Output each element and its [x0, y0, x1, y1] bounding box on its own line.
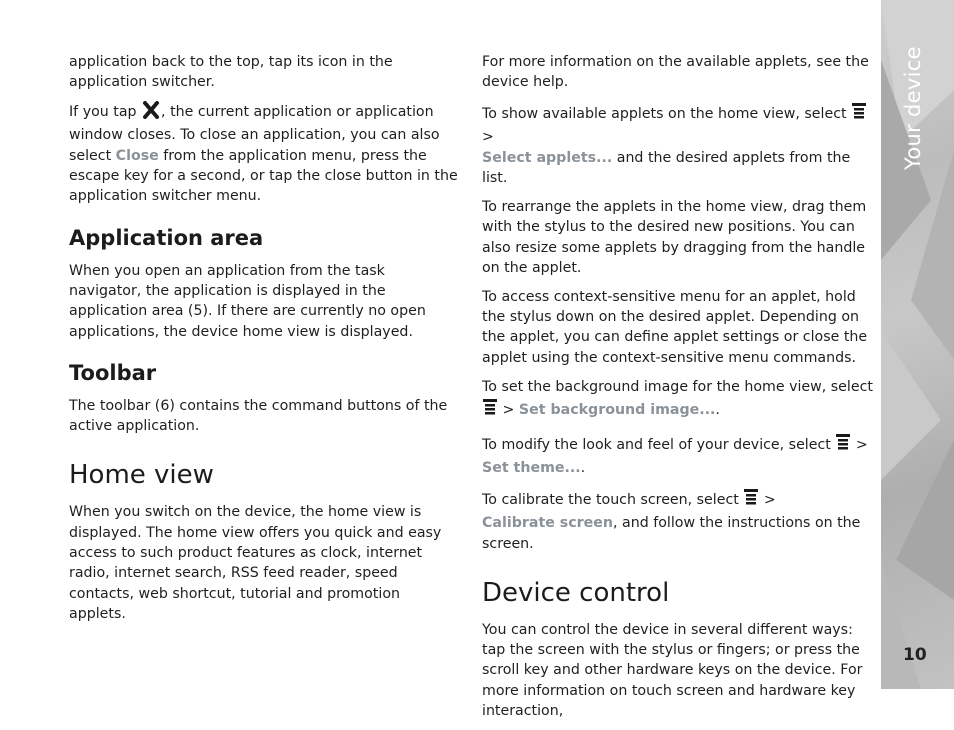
keyword-set-theme: Set theme... [482, 460, 581, 477]
keyword-calibrate-screen: Calibrate screen [482, 515, 613, 532]
heading-device-control: Device control [482, 577, 670, 608]
paragraph-calibrate: To calibrate the touch screen, select > Calibrate screen, and follow the instructions on the screen. [482, 487, 874, 554]
heading-application-area: Application area [69, 225, 264, 250]
keyword-set-background-image: Set background image... [518, 401, 716, 418]
left-column [69, 52, 459, 633]
heading-toolbar: Toolbar [69, 360, 157, 385]
paragraph-background-image: To set the background image for the home view, select > Set background image.... [482, 377, 874, 424]
menu-icon [743, 487, 759, 513]
paragraph-show-applets: To show available applets on the home view, select > Select applets... and the desired applets from the list. [482, 101, 874, 188]
paragraph-rearrange-applets: To rearrange the applets in the home view, drag them with the stylus to the desired new positions. You can also resize some applets by dragging from the handle on the applet. [482, 198, 867, 276]
paragraph-application-area: When you open an application from the task navigator, the application is displayed in the application area (5). If there are currently no open applications, the device home view is displayed. [69, 262, 426, 340]
keyword-select-applets: Select applets... [482, 149, 613, 166]
paragraph-set-theme: To modify the look and feel of your device, select > Set theme.... [482, 432, 874, 479]
paragraph-app-switcher: application back to the top, tap its icon in the application switcher. [69, 54, 393, 91]
paragraph-close-app: If you tap , the current application or application window closes. To close an application, you can also select Close from the application menu, press the escape key for a second, or tap the close button in the application switcher menu. [69, 101, 459, 206]
paragraph-home-view: When you switch on the device, the home view is displayed. The home view offers you quick and easy access to such product features as clock, internet radio, internet search, RSS feed reader, speed contacts, web shortcut, tutorial and promotion applets. [69, 504, 442, 622]
section-tab-label: Your device [901, 46, 925, 170]
menu-icon [482, 397, 498, 423]
right-column [482, 52, 874, 730]
page-number: 10 [903, 645, 927, 665]
menu-icon [835, 432, 851, 458]
paragraph-context-menu: To access context-sensitive menu for an applet, hold the stylus down on the desired applet. Depending on the applet, you can define applet settings or close the applet using the context-sensitive menu commands. [482, 288, 868, 366]
heading-home-view: Home view [69, 460, 214, 491]
close-x-icon [141, 101, 161, 125]
paragraph-toolbar: The toolbar (6) contains the command buttons of the active application. [69, 397, 448, 435]
paragraph-device-control: You can control the device in several different ways: tap the screen with the stylus or fingers; or press the scroll key and other hardware keys on the device. For more information on touch screen and hardware key interaction, [482, 621, 863, 719]
menu-icon [851, 101, 867, 127]
keyword-close: Close [115, 147, 159, 164]
paragraph-applets-help: For more information on the available applets, see the device help. [482, 54, 869, 91]
